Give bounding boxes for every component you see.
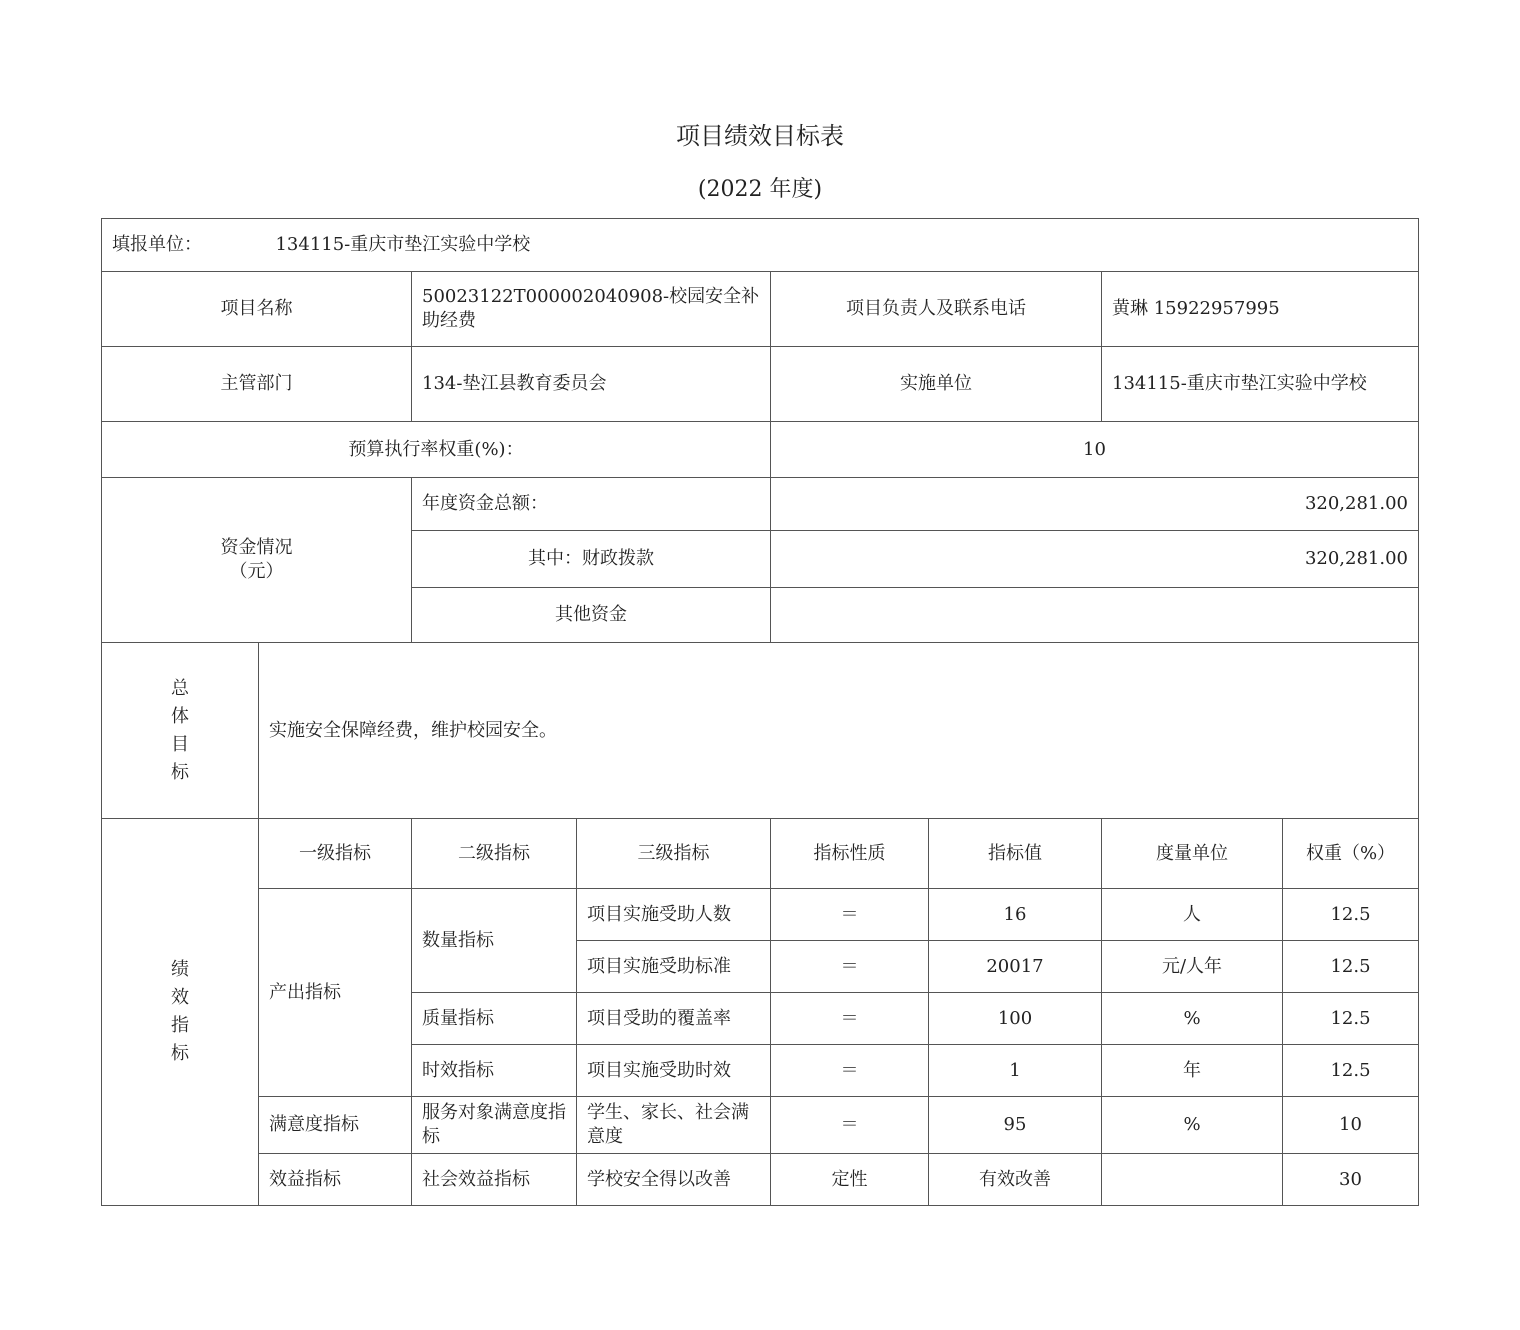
goal-label-char: 总 — [171, 677, 189, 699]
indicator-unit: % — [1102, 993, 1283, 1045]
indicator-label-char: 指 — [171, 1015, 189, 1036]
indicator-value: 1 — [929, 1045, 1102, 1097]
funds-other-value — [771, 588, 1419, 643]
quantity-indicator-label: 数量指标 — [412, 889, 577, 993]
indicator-nature: ＝ — [771, 1045, 929, 1097]
overall-goal-label — [102, 643, 259, 819]
performance-target-table — [101, 218, 1419, 1206]
indicator-value: 100 — [929, 993, 1102, 1045]
indicator-value: 95 — [929, 1097, 1102, 1154]
indicator-unit — [1102, 1154, 1283, 1206]
satisfaction-indicator-label: 满意度指标 — [259, 1097, 412, 1154]
funds-total-value: 320,281.00 — [771, 478, 1419, 531]
indicator-unit: 年 — [1102, 1045, 1283, 1097]
overall-goal-row — [102, 643, 1419, 819]
table-row — [102, 889, 1419, 941]
project-row — [102, 272, 1419, 347]
indicator-nature: ＝ — [771, 889, 929, 941]
indicator-weight: 12.5 — [1283, 941, 1419, 993]
funds-label-line2: （元） — [229, 561, 284, 582]
indicator-unit: 人 — [1102, 889, 1283, 941]
timeliness-indicator-label: 时效指标 — [412, 1045, 577, 1097]
project-name-value: 50023122T000002040908-校园安全补助经费 — [412, 272, 771, 347]
indicator-label-char: 效 — [171, 987, 189, 1008]
department-label: 主管部门 — [102, 347, 412, 422]
funds-total-label: 年度资金总额： — [412, 478, 771, 531]
page-subtitle: (2022 年度) — [697, 177, 823, 202]
header-level2: 二级指标 — [412, 819, 577, 889]
indicator-nature: 定性 — [771, 1154, 929, 1206]
header-nature: 指标性质 — [771, 819, 929, 889]
indicator-value: 20017 — [929, 941, 1102, 993]
indicator-weight: 12.5 — [1283, 993, 1419, 1045]
project-contact-value: 黄琳 15922957995 — [1102, 272, 1419, 347]
indicator-name: 项目实施受助人数 — [577, 889, 771, 941]
funds-label — [102, 478, 412, 643]
indicators-label — [102, 819, 259, 1206]
benefit-level2: 社会效益指标 — [412, 1154, 577, 1206]
indicator-label-char: 绩 — [171, 959, 189, 980]
budget-weight-label: 预算执行率权重(%)： — [102, 422, 771, 478]
indicator-header-row — [102, 819, 1419, 889]
indicator-nature: ＝ — [771, 993, 929, 1045]
overall-goal-text: 实施安全保障经费，维护校园安全。 — [259, 643, 1419, 819]
indicator-weight: 30 — [1283, 1154, 1419, 1206]
table-row — [102, 1097, 1419, 1154]
funds-fiscal-label: 其中：财政拨款 — [412, 531, 771, 588]
indicator-nature: ＝ — [771, 941, 929, 993]
indicator-name: 项目实施受助标准 — [577, 941, 771, 993]
header-level3: 三级指标 — [577, 819, 771, 889]
satisfaction-level2: 服务对象满意度指标 — [412, 1097, 577, 1154]
reporting-unit-row — [102, 219, 1419, 272]
indicator-value: 16 — [929, 889, 1102, 941]
budget-weight-value: 10 — [771, 422, 1419, 478]
header-level1: 一级指标 — [259, 819, 412, 889]
indicator-name: 项目实施受助时效 — [577, 1045, 771, 1097]
header-unit: 度量单位 — [1102, 819, 1283, 889]
indicator-label-char: 标 — [171, 1043, 189, 1064]
quality-indicator-label: 质量指标 — [412, 993, 577, 1045]
budget-weight-row — [102, 422, 1419, 478]
department-value: 134-垫江县教育委员会 — [412, 347, 771, 422]
table-row — [102, 1154, 1419, 1206]
indicator-weight: 12.5 — [1283, 1045, 1419, 1097]
project-contact-label: 项目负责人及联系电话 — [771, 272, 1102, 347]
goal-label-char: 目 — [171, 733, 189, 755]
page-title: 项目绩效目标表 — [676, 122, 844, 150]
indicator-name: 学校安全得以改善 — [577, 1154, 771, 1206]
indicator-name: 项目受助的覆盖率 — [577, 993, 771, 1045]
reporting-unit-cell — [102, 219, 1419, 272]
reporting-unit-value: 134115-重庆市垫江实验中学校 — [275, 234, 531, 255]
benefit-indicator-label: 效益指标 — [259, 1154, 412, 1206]
department-row — [102, 347, 1419, 422]
header-weight: 权重（%） — [1283, 819, 1419, 889]
funds-other-label: 其他资金 — [412, 588, 771, 643]
goal-label-char: 标 — [171, 761, 189, 783]
goal-label-char: 体 — [171, 705, 189, 727]
reporting-unit-label: 填报单位： — [112, 234, 202, 255]
funds-label-line1: 资金情况 — [220, 537, 293, 558]
funds-total-row — [102, 478, 1419, 531]
indicator-nature: ＝ — [771, 1097, 929, 1154]
implementing-unit-value: 134115-重庆市垫江实验中学校 — [1102, 347, 1419, 422]
indicator-weight: 12.5 — [1283, 889, 1419, 941]
header-value: 指标值 — [929, 819, 1102, 889]
indicator-unit: % — [1102, 1097, 1283, 1154]
output-indicator-label: 产出指标 — [259, 889, 412, 1097]
implementing-unit-label: 实施单位 — [771, 347, 1102, 422]
project-name-label: 项目名称 — [102, 272, 412, 347]
indicator-unit: 元/人年 — [1102, 941, 1283, 993]
indicator-value: 有效改善 — [929, 1154, 1102, 1206]
indicator-weight: 10 — [1283, 1097, 1419, 1154]
indicator-name: 学生、家长、社会满意度 — [577, 1097, 771, 1154]
funds-fiscal-value: 320,281.00 — [771, 531, 1419, 588]
